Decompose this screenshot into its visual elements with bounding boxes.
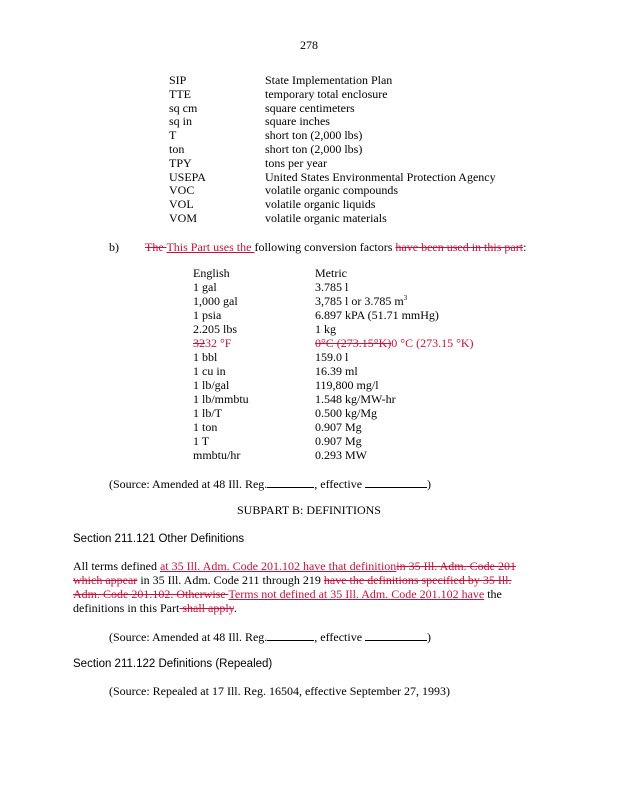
abbreviation-term: sq cm [169,100,198,115]
superscript: 3 [403,294,408,302]
conversion-english: 1 cu in [193,364,226,378]
conversion-english: mmbtu/hr [193,448,241,462]
conversion-english: 1 ton [193,420,218,434]
conversion-metric: 0.500 kg/Mg [315,406,378,420]
conversion-metric: 16.39 ml [315,364,358,378]
conversion-temperature-metric: 0°C (273.15°K)0 °C (273.15 °K) [315,336,474,350]
abbreviation-term: TTE [169,86,191,101]
abbreviation-definition: tons per year [265,155,327,170]
conversion-english: 1,000 gal [193,294,238,308]
abbreviation-term: USEPA [169,169,206,184]
abbreviation-definition: volatile organic compounds [265,183,399,198]
conversion-english: 1 lb/T [193,406,222,420]
section-211-121-heading: Section 211.121 Other Definitions [73,533,245,545]
abbreviation-definition: State Implementation Plan [265,73,393,87]
abbreviation-term: TPY [169,155,192,170]
abbreviation-term: SIP [169,73,187,87]
page-number: 278 [300,38,318,52]
conversion-english: 1 lb/mmbtu [193,392,249,406]
conversion-english: 1 psia [193,308,222,322]
abbreviation-term: VOL [169,197,194,212]
abbreviation-term: VOM [169,211,198,225]
conversion-metric: 1.548 kg/MW-hr [315,392,396,406]
conversion-english: 1 T [193,434,210,448]
conversion-english: 1 bbl [193,350,218,364]
conversion-metric: 3,785 l or 3.785 $m^3$ [315,294,408,308]
subsection-b-text: The This Part uses the following conversion factors have been used in this part: [145,240,527,254]
section-121-line-2: which appear in 35 Ill. Adm. Code 211 through 219 have the definitions specified by 35 Ill. [73,573,512,587]
conversion-metric: 0.907 Mg [315,420,362,434]
conversion-english: 1 lb/gal [193,378,230,392]
abbreviation-definition: square inches [265,114,330,129]
subpart-heading: SUBPART B: DEFINITIONS [237,503,381,517]
abbreviation-definition: square centimeters [265,100,355,115]
abbreviation-definition: United States Environmental Protection Agency [265,169,496,184]
abbreviation-definition: volatile organic materials [265,211,387,225]
section-211-122-heading: Section 211.122 Definitions (Repealed) [73,658,273,670]
abbreviation-definition: temporary total enclosure [265,86,388,101]
source-note-repealed: (Source: Repealed at 17 Ill. Reg. 16504, effective September 27, 1993) [109,684,451,698]
conversion-metric: 0.293 MW [315,448,367,462]
conversion-temperature-english: 3232 °F [193,336,232,350]
conversion-metric: 0.907 Mg [315,434,362,448]
abbreviation-term: sq in [169,114,193,129]
source-note-amended: (Source: Amended at 48 Ill. Reg. , effective ) [109,477,432,491]
conversion-english: 1 gal [193,280,217,294]
conversion-metric: 1 kg [315,322,336,336]
abbreviation-definition: volatile organic liquids [265,197,376,212]
conversion-metric: 159.0 l [315,350,349,364]
abbreviation-term: VOC [169,183,195,198]
conversion-metric: 6.897 kPA (51.71 mmHg) [315,308,439,322]
section-121-line-4: definitions in this Part shall apply. [73,601,237,615]
source-note-amended-2: (Source: Amended at 48 Ill. Reg. , effective ) [109,630,432,644]
abbreviation-definition: short ton (2,000 lbs) [265,128,363,143]
conversion-metric: 119,800 mg/l [315,378,379,392]
abbreviation-definition: short ton (2,000 lbs) [265,142,363,156]
conversion-header-english: English [193,266,230,280]
conversion-metric: 3.785 l [315,280,349,294]
conversion-english: 2.205 lbs [193,322,238,336]
section-121-line-3: Adm. Code 201.102. Otherwise Terms not defined at 35 Ill. Adm. Code 201.102 have the [73,587,502,601]
abbreviation-term: T [169,128,177,143]
subsection-b-label: b) [109,240,119,254]
conversion-header-metric: Metric [315,266,347,280]
section-121-line-1: All terms defined at 35 Ill. Adm. Code 201.102 have that definitionin 35 Ill. Adm. Code 201 [73,559,516,573]
abbreviation-term: ton [169,142,185,156]
